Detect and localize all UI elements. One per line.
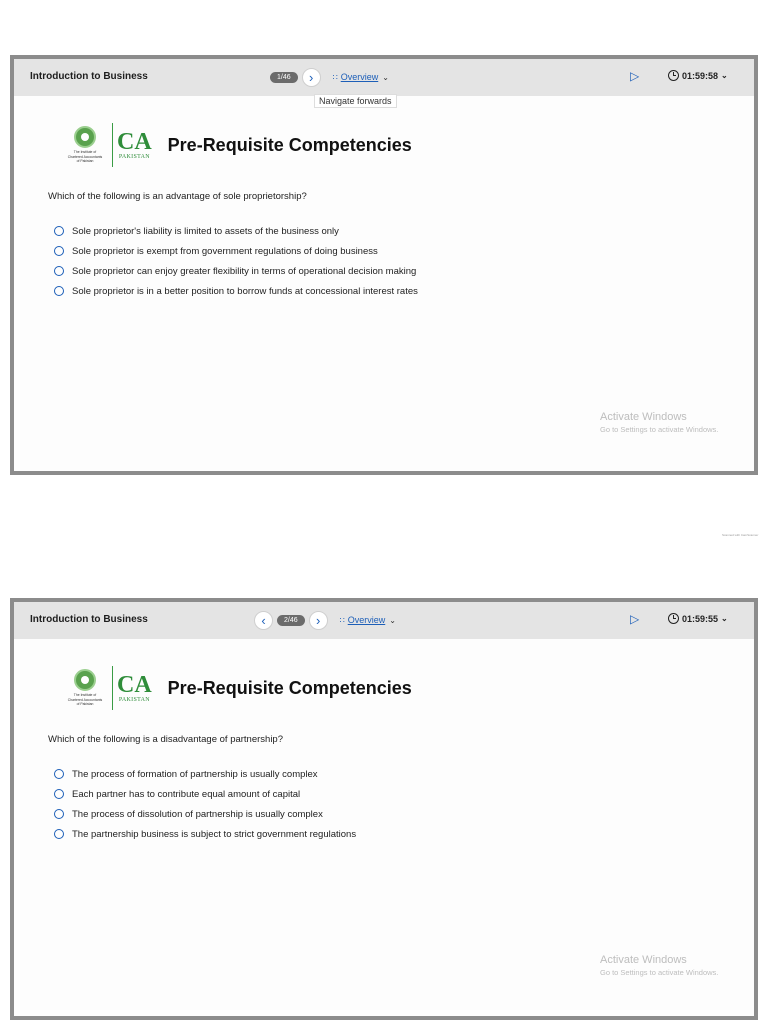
option-label: Sole proprietor is exempt from government regulations of doing business (72, 245, 378, 257)
tooltip: Navigate forwards (314, 94, 397, 108)
watermark-subtitle: Go to Settings to activate Windows. (600, 425, 719, 434)
overview-label: Overview (347, 615, 386, 625)
answer-options (54, 221, 418, 301)
clock-icon (668, 613, 679, 624)
page-heading: Pre-Requisite Competencies (167, 677, 412, 698)
watermark-title: Activate Windows (600, 954, 687, 966)
next-button[interactable] (302, 68, 321, 87)
question-text: Which of the following is a disadvantage of partnership? (48, 734, 283, 745)
timer[interactable] (668, 70, 728, 81)
chevron-left-icon: ‹ (261, 612, 266, 628)
logo-divider (112, 123, 113, 167)
overview-dropdown[interactable] (333, 72, 389, 82)
chevron-down-icon: ⌄ (389, 615, 396, 625)
pakistan-text: PAKISTAN (118, 154, 150, 160)
seal-icon (74, 126, 96, 148)
seal-text: The Institute of Chartered Accountants of Pakistan (67, 693, 103, 707)
option-label: The process of dissolution of partnership is usually complex (72, 808, 323, 820)
activate-windows-watermark (600, 954, 718, 977)
brand-header (60, 666, 412, 710)
answer-option[interactable] (54, 281, 418, 301)
answer-option[interactable] (54, 784, 356, 804)
answer-option[interactable] (54, 261, 418, 281)
activate-windows-watermark (600, 411, 718, 434)
radio-button[interactable] (54, 809, 64, 819)
option-label: Each partner has to contribute equal amount of capital (72, 788, 301, 800)
radio-button[interactable] (54, 266, 64, 276)
ca-logo (117, 673, 152, 703)
exam-screen-1 (10, 55, 758, 475)
question-text: Which of the following is an advantage of sole proprietorship? (48, 191, 307, 202)
ca-logo (117, 130, 152, 160)
answer-option[interactable] (54, 764, 356, 784)
radio-button[interactable] (54, 789, 64, 799)
answer-option[interactable] (54, 824, 356, 844)
chevron-down-icon: ⌄ (721, 71, 728, 80)
grid-icon: ∷ (332, 72, 337, 82)
pakistan-text: PAKISTAN (118, 697, 150, 703)
icap-logo (60, 126, 110, 163)
flag-icon[interactable]: ▷ (630, 69, 640, 83)
ca-text: CA (117, 672, 152, 698)
chevron-right-icon: › (315, 612, 321, 628)
answer-option[interactable] (54, 221, 418, 241)
chevron-down-icon: ⌄ (721, 614, 728, 623)
top-bar (14, 59, 754, 106)
option-label: Sole proprietor's liability is limited to assets of the business only (72, 225, 339, 237)
scanner-note: Scanned with CamScanner (722, 533, 759, 537)
radio-button[interactable] (54, 829, 64, 839)
top-bar (14, 602, 754, 639)
radio-button[interactable] (54, 769, 64, 779)
exam-screen-2 (10, 598, 758, 1020)
course-title: Introduction to Business (30, 614, 148, 625)
answer-options (54, 764, 356, 844)
radio-button[interactable] (54, 226, 64, 236)
overview-dropdown[interactable] (340, 615, 396, 625)
flag-icon[interactable]: ▷ (630, 612, 640, 626)
overview-label: Overview (340, 72, 379, 82)
chevron-down-icon: ⌄ (382, 72, 389, 82)
page-heading: Pre-Requisite Competencies (167, 134, 412, 155)
option-label: Sole proprietor is in a better position to borrow funds at concessional interest rates (72, 285, 418, 297)
icap-logo (60, 669, 110, 706)
option-label: Sole proprietor can enjoy greater flexibility in terms of operational decision making (72, 265, 417, 277)
clock-icon (668, 70, 679, 81)
question-navigator (266, 65, 389, 89)
grid-icon: ∷ (339, 615, 344, 625)
seal-text: The Institute of Chartered Accountants of Pakistan (67, 150, 103, 164)
answer-option[interactable] (54, 804, 356, 824)
previous-button[interactable] (254, 611, 273, 630)
page-indicator: 1/46 (270, 72, 298, 83)
timer[interactable] (668, 613, 728, 624)
answer-option[interactable] (54, 241, 418, 261)
question-navigator (254, 608, 396, 632)
logo-divider (112, 666, 113, 710)
brand-header (60, 123, 412, 167)
timer-value: 01:59:58 (682, 70, 719, 81)
next-button[interactable] (309, 611, 328, 630)
option-label: The partnership business is subject to strict government regulations (72, 828, 357, 840)
option-label: The process of formation of partnership is usually complex (72, 768, 318, 780)
seal-icon (74, 669, 96, 691)
watermark-title: Activate Windows (600, 411, 687, 423)
course-title: Introduction to Business (30, 71, 148, 82)
radio-button[interactable] (54, 246, 64, 256)
page-indicator: 2/46 (277, 615, 305, 626)
timer-value: 01:59:55 (682, 613, 719, 624)
ca-text: CA (117, 129, 152, 155)
chevron-right-icon: › (308, 69, 314, 85)
watermark-subtitle: Go to Settings to activate Windows. (600, 968, 719, 977)
radio-button[interactable] (54, 286, 64, 296)
